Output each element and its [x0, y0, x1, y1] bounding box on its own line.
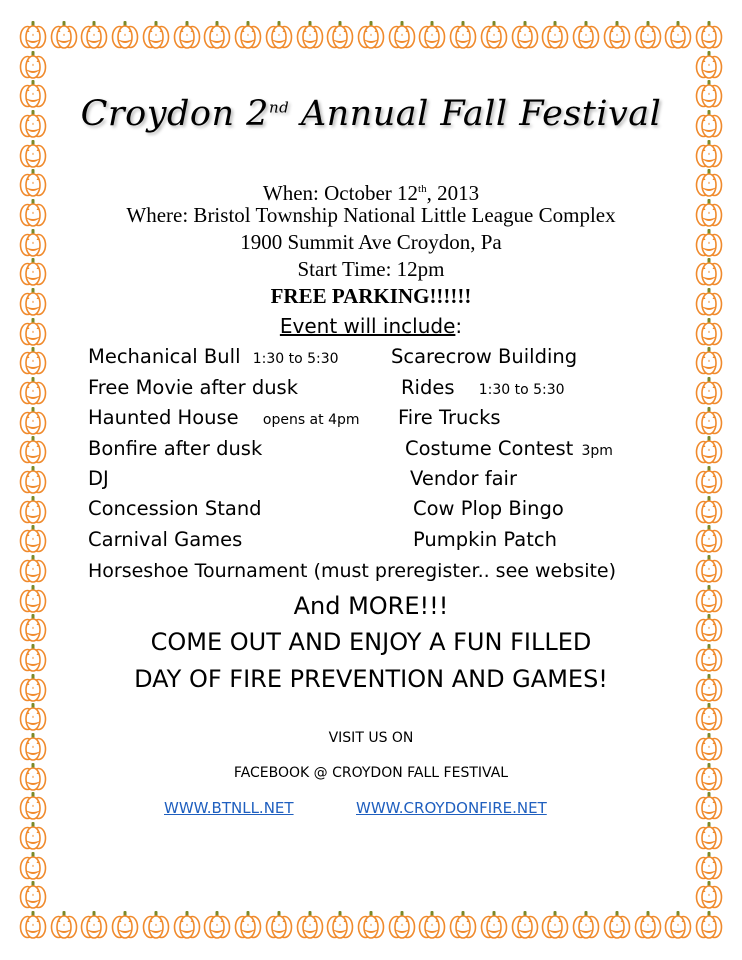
event-item-left: DJ [88, 467, 109, 490]
btnll-website-link[interactable]: WWW.BTNLL.NET [164, 799, 294, 817]
free-parking-notice: FREE PARKING!!!!!! [270, 284, 472, 308]
event-address: 1900 Summit Ave Croydon, Pa [240, 230, 502, 254]
event-item-right: Scarecrow Building [391, 345, 578, 368]
event-start-time: Start Time: 12pm [297, 257, 445, 281]
event-item-right: Cow Plop Bingo [413, 497, 564, 520]
event-location: Where: Bristol Township National Little League Complex [126, 203, 616, 227]
event-item-left: Concession Stand [88, 497, 262, 520]
event-item-right: Costume Contest 3pm [405, 437, 613, 460]
event-item-right: Fire Trucks [398, 406, 501, 429]
festival-title: Croydon 2nd Annual Fall Festival [80, 94, 662, 134]
event-item-left: Haunted House opens at 4pm [88, 406, 360, 429]
croydonfire-website-link[interactable]: WWW.CROYDONFIRE.NET [356, 799, 547, 817]
facebook-text: FACEBOOK @ CROYDON FALL FESTIVAL [233, 765, 509, 781]
event-includes-heading: Event will include: [279, 314, 463, 338]
event-item-right: Pumpkin Patch [413, 528, 557, 551]
event-item-right: Vendor fair [410, 467, 517, 490]
and-more-text: And MORE!!! [293, 592, 449, 620]
event-item-left: Free Movie after dusk [88, 376, 299, 399]
horseshoe-tournament: Horseshoe Tournament (must preregister.. see website) [88, 560, 617, 582]
event-item-left: Carnival Games [88, 528, 243, 551]
visit-us-text: VISIT US ON [328, 730, 414, 746]
event-item-left: Mechanical Bull 1:30 to 5:30 [88, 345, 339, 368]
event-item-left: Bonfire after dusk [88, 437, 263, 460]
event-date: When: October 12th, 2013 [262, 181, 480, 205]
come-out-line-1: COME OUT AND ENJOY A FUN FILLED [150, 628, 592, 656]
event-item-right: Rides 1:30 to 5:30 [401, 376, 565, 399]
come-out-line-2: DAY OF FIRE PREVENTION AND GAMES! [134, 665, 608, 693]
